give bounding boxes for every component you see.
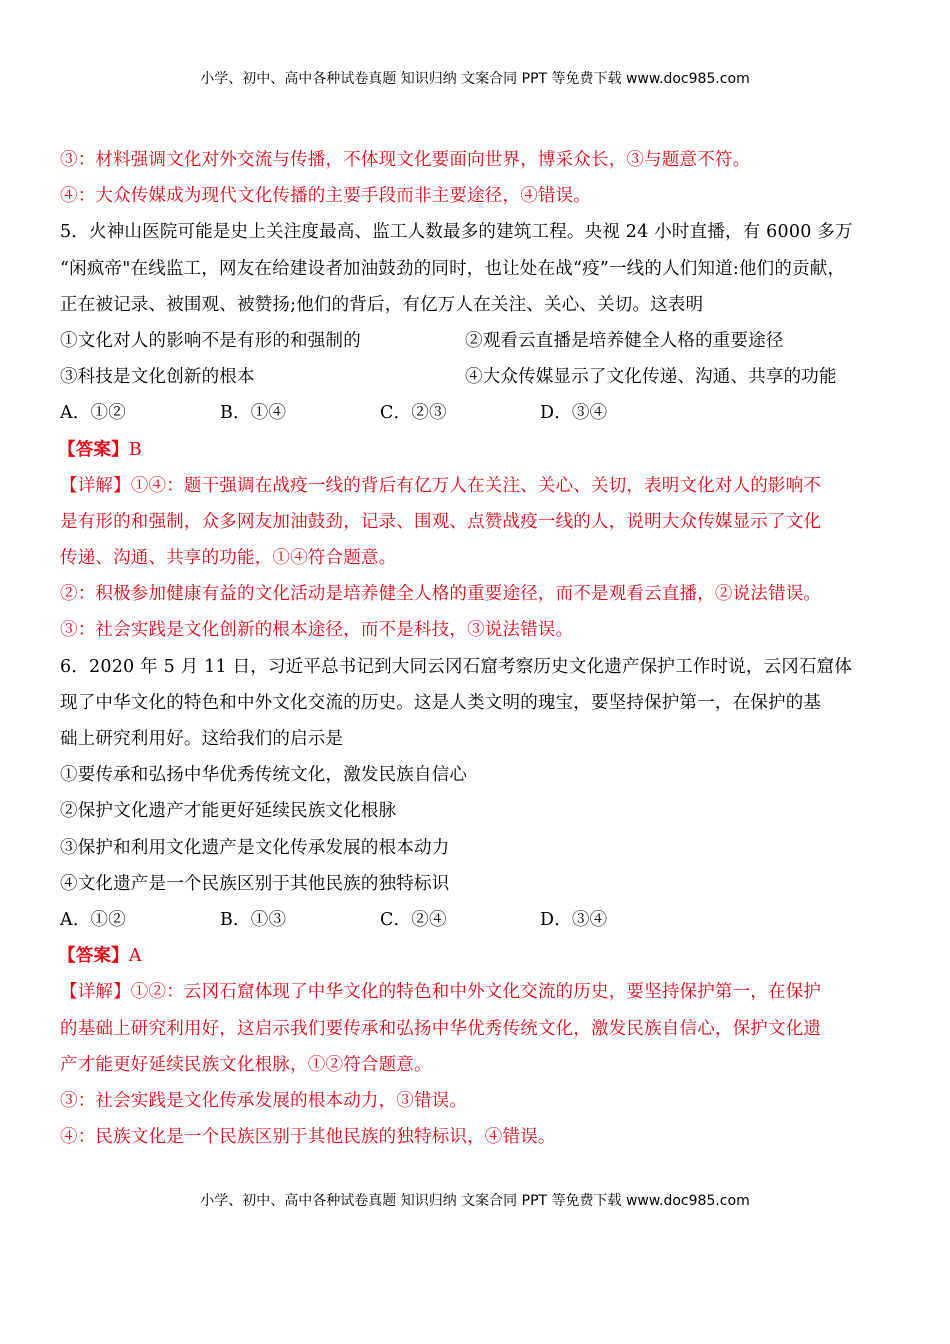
q5-statement-3: ③科技是文化创新的根本	[60, 367, 255, 388]
answer-label: 【答案】	[58, 439, 129, 460]
q5-explanation-line: 【详解】①④：题干强调在战疫一线的背后有亿万人在关注、关心、关切，表明文化对人的影响不	[60, 475, 822, 496]
q6-stem-line: 现了中华文化的特色和中外文化交流的历史。这是人类文明的瑰宝，要坚持保护第一，在保护的基	[60, 692, 822, 713]
q5-explanation-line: ②：积极参加健康有益的文化活动是培养健全人格的重要途径，而不是观看云直播，②说法错误。	[60, 584, 822, 605]
q5-option-a: A．①②	[60, 403, 126, 424]
q5-option-d: D．③④	[540, 403, 608, 424]
question-6	[60, 649, 890, 1156]
q5-statements-row-1	[60, 323, 890, 359]
header-banner: 小学、初中、高中各种试卷真题 知识归纳 文案合同 PPT 等免费下载 www.doc985.com	[200, 71, 750, 87]
q6-statement-2: ②保护文化遗产才能更好延续民族文化根脉	[60, 801, 397, 822]
q5-stem-line: 5．火神山医院可能是史上关注度最高、监工人数最多的建筑工程。央视 24 小时直播，有 6000 多万	[60, 222, 853, 243]
q6-options	[60, 902, 890, 938]
q6-explanation-line: 产才能更好延续民族文化根脉，①②符合题意。	[60, 1054, 432, 1075]
q5-statements-row-2	[60, 359, 890, 395]
document-body	[60, 142, 890, 1155]
q6-explanation-line: ④：民族文化是一个民族区别于其他民族的独特标识，④错误。	[60, 1127, 556, 1148]
q5-options	[60, 395, 890, 431]
prev-explanation-line: ④：大众传媒成为现代文化传播的主要手段而非主要途径，④错误。	[60, 186, 591, 207]
q6-option-a: A．①②	[60, 909, 126, 930]
answer-value: B	[128, 439, 142, 460]
q5-explanation-line: ③：社会实践是文化创新的根本途径，而不是科技，③说法错误。	[60, 620, 574, 641]
q5-statement-4: ④大众传媒显示了文化传递、沟通、共享的功能	[465, 367, 837, 388]
q5-stem-line: 正在被记录、被围观、被赞扬;他们的背后，有亿万人在关注、关心、关切。这表明	[60, 294, 704, 315]
q6-stem-line: 6．2020 年 5 月 11 日，习近平总书记到大同云冈石窟考察历史文化遗产保护工作时说，云冈石窟体	[60, 656, 853, 677]
q5-option-c: C．②③	[380, 403, 447, 424]
q6-option-d: D．③④	[540, 909, 608, 930]
answer-value: A	[128, 946, 142, 967]
footer-banner: 小学、初中、高中各种试卷真题 知识归纳 文案合同 PPT 等免费下载 www.doc985.com	[200, 1193, 750, 1209]
prev-explanation-line: ③：材料强调文化对外交流与传播，不体现文化要面向世界，博采众长，③与题意不符。	[60, 150, 751, 170]
q6-answer	[60, 938, 890, 974]
question-5	[60, 214, 890, 648]
q5-option-b: B．①④	[220, 403, 287, 424]
q6-statement-4: ④文化遗产是一个民族区别于其他民族的独特标识	[60, 873, 450, 894]
q5-statement-1: ①文化对人的影响不是有形的和强制的	[60, 330, 361, 351]
q5-stem-line: “闲疯帝"在线监工，网友在给建设者加油鼓劲的同时，也让处在战“疫”一线的人们知道:他们的贡献，	[60, 258, 846, 279]
answer-label: 【答案】	[58, 946, 129, 967]
q6-stem-line: 础上研究利用好。这给我们的启示是	[60, 729, 344, 749]
q6-explanation-line: 【详解】①②：云冈石窟体现了中华文化的特色和中外文化交流的历史，要坚持保护第一，在保护	[60, 982, 822, 1003]
q6-option-c: C．②④	[380, 909, 447, 930]
q5-explanation-line: 是有形的和强制，众多网友加油鼓劲，记录、围观、点赞战疫一线的人，说明大众传媒显示了文化	[60, 511, 822, 532]
q6-explanation-line: 的基础上研究利用好，这启示我们要传承和弘扬中华优秀传统文化，激发民族自信心，保护文化遗	[60, 1018, 822, 1039]
q5-statement-2: ②观看云直播是培养健全人格的重要途径	[465, 330, 784, 351]
q6-explanation-line: ③：社会实践是文化传承发展的根本动力，③错误。	[60, 1090, 468, 1111]
q5-answer	[60, 432, 890, 468]
q5-explanation-line: 传递、沟通、共享的功能，①④符合题意。	[60, 548, 397, 569]
q6-statement-3: ③保护和利用文化遗产是文化传承发展的根本动力	[60, 837, 450, 858]
q6-option-b: B．①③	[220, 909, 287, 930]
q6-statement-1: ①要传承和弘扬中华优秀传统文化，激发民族自信心	[60, 765, 468, 786]
